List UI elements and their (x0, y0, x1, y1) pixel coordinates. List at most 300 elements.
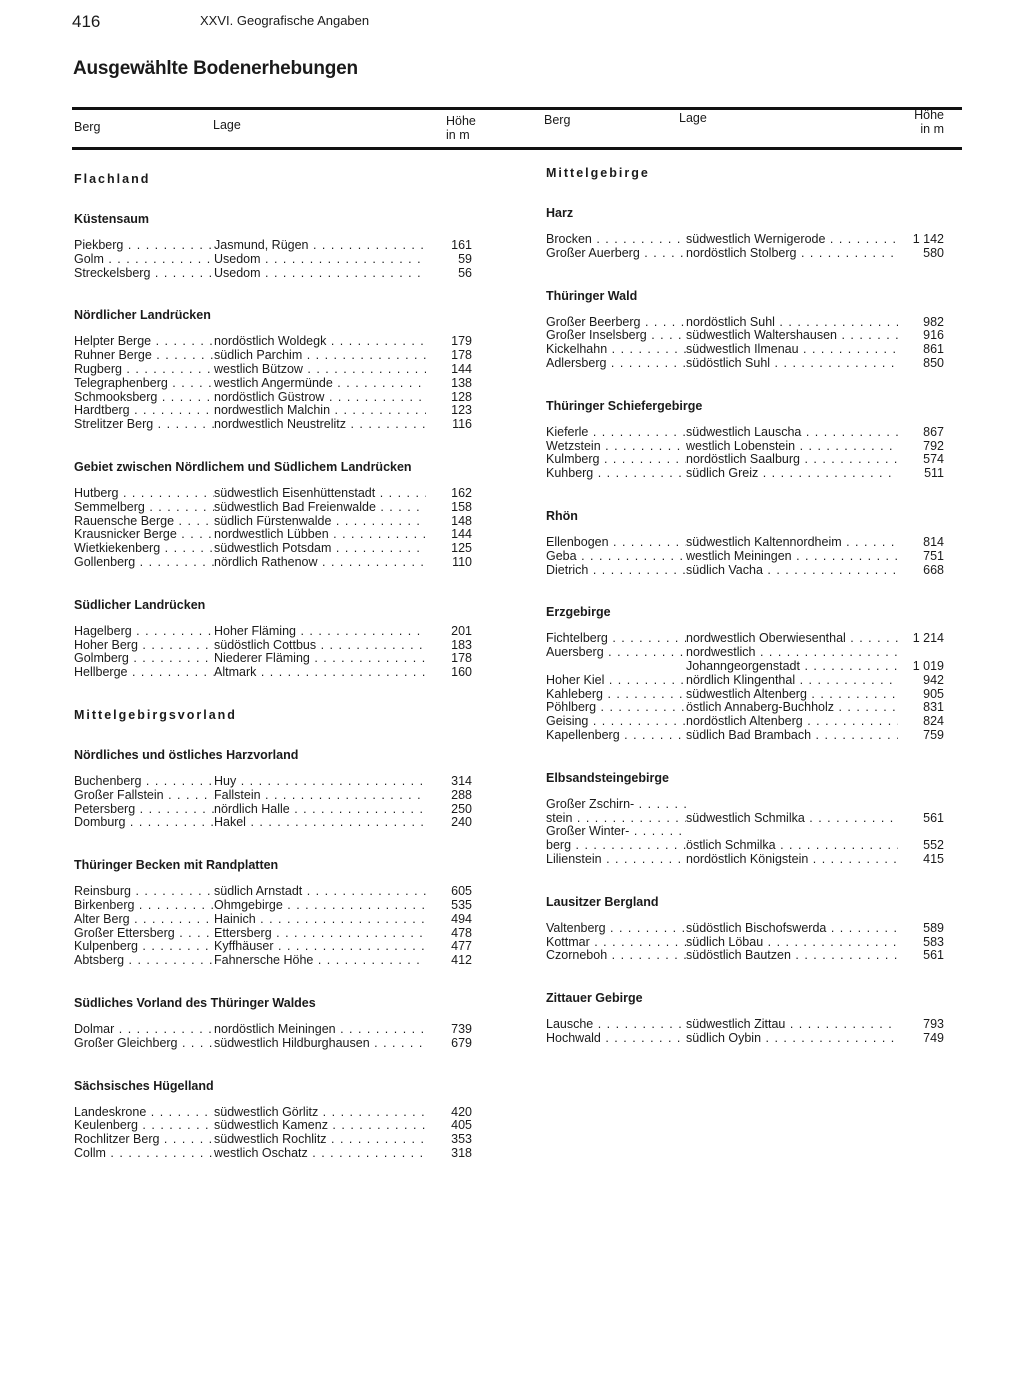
table-row (546, 688, 944, 702)
group-heading: Südlicher Landrücken (74, 597, 206, 612)
mountain-name (74, 1147, 214, 1161)
location-text: südlich Arnstadt (214, 885, 303, 899)
location (214, 899, 426, 913)
table-row (546, 729, 944, 743)
location (214, 515, 426, 529)
group-heading: Südliches Vorland des Thüringer Waldes (74, 995, 316, 1010)
location (686, 536, 898, 550)
table-row (74, 418, 472, 432)
region-heading: Mittelgebirge (546, 166, 650, 180)
location-text: Ettersberg (214, 926, 272, 940)
mountain-name-text: Großer Auerberg (546, 246, 640, 260)
location (214, 666, 426, 680)
entry-list (74, 885, 472, 968)
mountain-name (74, 515, 214, 529)
location-text: südwestlich Bad Freienwalde (214, 500, 376, 514)
mountain-name (74, 267, 214, 281)
location-text: Hainich (214, 912, 256, 926)
entry-list (74, 335, 472, 432)
mountain-name-text: Brocken (546, 233, 592, 246)
mountain-name-text: Großer Winter- (546, 825, 630, 839)
mountain-name-text: Birkenberg (74, 898, 135, 912)
height-value: 589 (923, 920, 944, 935)
mountain-name (74, 1133, 214, 1147)
mountain-name-text: Reinsburg (74, 885, 131, 899)
location (686, 922, 898, 936)
height-value: 56 (458, 265, 472, 280)
location (686, 646, 898, 660)
mountain-name (74, 789, 214, 803)
entry-list (74, 487, 472, 570)
height-value: 160 (451, 665, 472, 680)
location (686, 660, 898, 674)
location-text: südwestlich Waltershausen (686, 329, 837, 343)
location-text: südwestlich Lauscha (686, 425, 802, 439)
mountain-name (74, 363, 214, 377)
table-row (546, 646, 944, 660)
table-row (546, 1018, 944, 1032)
top-rule (72, 107, 962, 110)
height-value: 144 (451, 527, 472, 542)
location-text: Fallstein (214, 788, 261, 802)
mountain-name-text: Wetzstein (546, 439, 601, 453)
mountain-name-text: Helpter Berge (74, 335, 152, 349)
mountain-name-text: Fichtelberg (546, 632, 608, 646)
table-row (546, 660, 944, 674)
location-text: östlich Schmilka (686, 839, 776, 853)
location-text: südwestlich Kaltennordheim (686, 535, 842, 549)
location (214, 501, 426, 515)
group-heading: Erzgebirge (546, 605, 611, 620)
height-value: 793 (923, 1017, 944, 1032)
location (686, 936, 898, 950)
mountain-name (74, 775, 214, 789)
table-row (546, 798, 944, 812)
entry-list (546, 922, 944, 963)
height-value: 535 (451, 897, 472, 912)
mountain-name (546, 233, 686, 247)
location-text: nordwestlich Neustrelitz (214, 418, 346, 432)
column-header-lage-right: Lage (679, 111, 707, 125)
mountain-name (546, 453, 686, 467)
mountain-name-text: Schmooksberg (74, 390, 158, 404)
mountain-name-text: Kottmar (546, 935, 590, 949)
location-text: westlich Angermünde (214, 376, 333, 390)
height-value: 561 (923, 948, 944, 963)
height-value (898, 798, 944, 812)
location (214, 335, 426, 349)
location-text: westlich Lobenstein (686, 439, 796, 453)
table-row (74, 1023, 472, 1037)
height-value: 161 (451, 238, 472, 252)
mountain-name-text: Pöhlberg (546, 701, 597, 715)
height-value: 561 (923, 810, 944, 825)
height-value: 1 142 (912, 232, 944, 246)
location (214, 1023, 426, 1037)
location (214, 377, 426, 391)
mountain-name (546, 798, 686, 812)
table-row (546, 247, 944, 261)
height-value: 110 (452, 554, 472, 569)
mountain-name-text: Wietkiekenberg (74, 542, 161, 556)
height-value: 1 019 (912, 658, 944, 673)
height-value: 668 (923, 562, 944, 577)
location-text: nördlich Halle (214, 802, 290, 816)
height-value: 405 (451, 1118, 472, 1133)
mountain-name-text: Valtenberg (546, 921, 606, 935)
mountain-name-text: Abtsberg (74, 954, 125, 968)
table-row (546, 329, 944, 343)
mountain-name (74, 1037, 214, 1051)
table-row (74, 666, 472, 680)
height-value: 850 (923, 355, 944, 370)
height-value (898, 825, 944, 839)
mountain-name-text: Ruhner Berge (74, 349, 152, 363)
table-row (74, 556, 472, 570)
table-row (546, 936, 944, 950)
mountain-name-text: stein (546, 811, 573, 825)
mountain-name (546, 922, 686, 936)
mountain-name (74, 487, 214, 501)
mountain-name-text: Kulmberg (546, 453, 600, 467)
location-text: südlich Bad Brambach (686, 728, 812, 742)
height-value: 605 (451, 884, 472, 899)
right-table-column (546, 160, 944, 1074)
group-heading: Thüringer Schiefergebirge (546, 398, 703, 413)
table-row (74, 487, 472, 501)
mountain-name (74, 885, 214, 899)
location (214, 927, 426, 941)
location (686, 798, 898, 812)
height-value: 178 (451, 348, 472, 363)
location (214, 487, 426, 501)
mountain-name (546, 715, 686, 729)
height-value: 123 (451, 403, 472, 418)
column-header-berg-right: Berg (544, 113, 571, 127)
height-value: 250 (451, 801, 472, 816)
mountain-name-text: Telegraphenberg (74, 376, 168, 390)
height-value: 583 (923, 934, 944, 949)
mountain-name-text: Hellberge (74, 666, 128, 680)
height-value: 420 (451, 1104, 472, 1119)
height-value: 1 214 (912, 631, 944, 646)
entry-list (546, 233, 944, 261)
location (214, 789, 426, 803)
mountain-name (546, 247, 686, 261)
mountain-name-text: Streckelsberg (74, 266, 151, 280)
mountain-name (546, 357, 686, 371)
location-text: südlich Vacha (686, 563, 763, 577)
location (214, 625, 426, 639)
table-row (74, 501, 472, 515)
location-text: südwestlich Rochlitz (214, 1133, 327, 1147)
table-row (74, 363, 472, 377)
group-heading: Rhön (546, 508, 578, 523)
location-text: südwestlich Zittau (686, 1018, 786, 1032)
height-value: 158 (451, 499, 472, 514)
mountain-name (546, 329, 686, 343)
mountain-name-text: Kickelhahn (546, 343, 608, 357)
height-value: 749 (923, 1030, 944, 1045)
height-value: 824 (923, 714, 944, 729)
location (214, 418, 426, 432)
mountain-name (74, 666, 214, 680)
mountain-name-text: Golm (74, 252, 104, 266)
entry-list (546, 316, 944, 371)
location (686, 1018, 898, 1032)
mountain-name-text: Semmelberg (74, 500, 145, 514)
location-text: südlich Oybin (686, 1031, 762, 1045)
location (686, 564, 898, 578)
mountain-name-text: Lilienstein (546, 852, 602, 866)
location-text: nordöstlich Altenberg (686, 715, 803, 729)
mountain-name-text: Golmberg (74, 652, 129, 666)
height-value: 59 (458, 251, 472, 266)
location-text: südwestlich Hildburghausen (214, 1036, 370, 1050)
mountain-name (74, 625, 214, 639)
table-row (74, 899, 472, 913)
location-text: östlich Annaberg-Buchholz (686, 701, 835, 715)
location-text: Altmark (214, 666, 257, 680)
height-value: 982 (923, 314, 944, 329)
height-value: 478 (451, 925, 472, 940)
height-value: 905 (923, 686, 944, 701)
location (214, 542, 426, 556)
table-row (74, 1106, 472, 1120)
mountain-name (546, 1032, 686, 1046)
mountain-name (74, 899, 214, 913)
mountain-name (546, 440, 686, 454)
location (686, 812, 898, 826)
mountain-name (546, 729, 686, 743)
table-row (74, 789, 472, 803)
mountain-name (74, 528, 214, 542)
height-value: 148 (451, 513, 472, 528)
location (686, 343, 898, 357)
page-title: Ausgewählte Bodenerhebungen (73, 58, 358, 79)
location (686, 949, 898, 963)
group-heading: Zittauer Gebirge (546, 991, 643, 1006)
table-row (546, 853, 944, 867)
entry-list (74, 239, 472, 280)
mountain-name-text: Großer Zschirn- (546, 797, 635, 811)
table-row (74, 253, 472, 267)
table-row (74, 625, 472, 639)
hoehe-unit-label: in m (446, 128, 470, 142)
location (686, 247, 898, 261)
hoehe-label: Höhe (914, 108, 944, 122)
group-heading: Küstensaum (74, 212, 150, 226)
location-text: südwestlich Eisenhüttenstadt (214, 486, 376, 500)
location (214, 1147, 426, 1161)
table-row (546, 839, 944, 853)
location (686, 715, 898, 729)
table-row (74, 542, 472, 556)
mountain-name-text: Domburg (74, 816, 126, 830)
group-heading: Thüringer Wald (546, 288, 638, 303)
table-row (546, 536, 944, 550)
location (214, 267, 426, 281)
location (214, 391, 426, 405)
mountain-name (546, 949, 686, 963)
mountain-name-text: Großer Ettersberg (74, 926, 175, 940)
location-text: nördlich Rathenow (214, 555, 318, 569)
location (686, 440, 898, 454)
mountain-name (74, 556, 214, 570)
mountain-name (546, 853, 686, 867)
mountain-name-text: Kapellenberg (546, 728, 620, 742)
group-heading: Nördliches und östliches Harzvorland (74, 747, 299, 762)
table-row (74, 1037, 472, 1051)
mountain-name (74, 816, 214, 830)
location-text: nordöstlich Güstrow (214, 390, 325, 404)
mountain-name-text: Großer Beerberg (546, 315, 641, 329)
table-row (546, 922, 944, 936)
table-row (74, 1147, 472, 1161)
location (686, 632, 898, 646)
mountain-name-text: Piekberg (74, 239, 124, 252)
location (214, 652, 426, 666)
height-value: 861 (923, 342, 944, 357)
table-row (74, 927, 472, 941)
group-heading: Harz (546, 206, 574, 220)
height-value: 580 (923, 245, 944, 260)
location-text: südwestlich Kamenz (214, 1119, 328, 1133)
location-text: Hakel (214, 816, 246, 830)
mountain-name (546, 550, 686, 564)
location-text: nordöstlich Königstein (686, 852, 809, 866)
mountain-name (74, 335, 214, 349)
location-text: nordöstlich Saalburg (686, 453, 800, 467)
table-row (74, 267, 472, 281)
mountain-name-text: Kieferle (546, 425, 589, 439)
location (214, 913, 426, 927)
location (686, 550, 898, 564)
height-value: 814 (923, 534, 944, 549)
region-heading: Flachland (74, 172, 151, 186)
location (214, 885, 426, 899)
location (214, 239, 426, 253)
location (214, 528, 426, 542)
height-value: 831 (923, 700, 944, 715)
mountain-name (74, 1106, 214, 1120)
group-heading: Elbsandsteingebirge (546, 770, 669, 785)
location (686, 357, 898, 371)
mountain-name-text: Landeskrone (74, 1105, 147, 1119)
location (686, 426, 898, 440)
mountain-name (74, 253, 214, 267)
mountain-name-text: Rugberg (74, 362, 122, 376)
table-row (74, 391, 472, 405)
height-value: 511 (924, 466, 944, 481)
table-row (546, 632, 944, 646)
table-row (546, 233, 944, 247)
location (686, 839, 898, 853)
location (214, 816, 426, 830)
region-heading: Mittelgebirgsvorland (74, 707, 237, 722)
column-header-hoehe-right (902, 108, 944, 136)
mountain-name-text: Geba (546, 549, 577, 563)
table-row (546, 1032, 944, 1046)
group-heading: Nördlicher Landrücken (74, 308, 211, 323)
height-value: 144 (451, 361, 472, 376)
location (686, 674, 898, 688)
table-row (74, 1119, 472, 1133)
table-row (546, 453, 944, 467)
mountain-name-text: Hutberg (74, 486, 119, 500)
location (214, 1119, 426, 1133)
location (214, 639, 426, 653)
location (214, 404, 426, 418)
location (214, 253, 426, 267)
table-row (74, 803, 472, 817)
location (214, 775, 426, 789)
location-text: Jasmund, Rügen (214, 239, 309, 252)
location-text: Huy (214, 774, 237, 788)
table-row (546, 825, 944, 839)
location (686, 688, 898, 702)
mountain-name (74, 927, 214, 941)
location-text: nordwestlich (686, 646, 756, 660)
location (214, 954, 426, 968)
height-value: 138 (451, 375, 472, 390)
location-text: westlich Meiningen (686, 549, 792, 563)
table-row (74, 652, 472, 666)
left-table-column (74, 166, 472, 1189)
location (686, 233, 898, 247)
table-row (546, 440, 944, 454)
mountain-name-text: berg (546, 839, 572, 853)
table-row (546, 426, 944, 440)
mountain-name (74, 349, 214, 363)
hoehe-unit-label: in m (920, 122, 944, 136)
table-row (546, 715, 944, 729)
mountain-name-text: Hochwald (546, 1031, 601, 1045)
mountain-name (546, 426, 686, 440)
height-value: 116 (452, 417, 472, 432)
mountain-name (74, 391, 214, 405)
location (686, 329, 898, 343)
mountain-name (546, 936, 686, 950)
mountain-name-text: Rochlitzer Berg (74, 1133, 160, 1147)
entry-list (74, 775, 472, 830)
location-text: südwestlich Potsdam (214, 542, 332, 556)
height-value: 942 (923, 672, 944, 687)
location-text: südlich Parchim (214, 349, 303, 363)
location (686, 825, 898, 839)
mountain-name (74, 501, 214, 515)
entry-list (546, 632, 944, 742)
table-row (74, 515, 472, 529)
mountain-name-text: Großer Gleichberg (74, 1036, 178, 1050)
mountain-name (546, 839, 686, 853)
mountain-name (546, 660, 686, 674)
table-row (74, 1133, 472, 1147)
location (686, 453, 898, 467)
location (214, 349, 426, 363)
table-row (74, 816, 472, 830)
running-head: XXVI. Geografische Angaben (200, 13, 370, 28)
mountain-name (74, 542, 214, 556)
height-value: 412 (451, 953, 472, 968)
location (686, 729, 898, 743)
mountain-name (74, 404, 214, 418)
table-row (546, 674, 944, 688)
mountain-name-text: Auersberg (546, 646, 604, 660)
location-text: südlich Greiz (686, 467, 759, 481)
table-row (546, 949, 944, 963)
location (686, 467, 898, 481)
